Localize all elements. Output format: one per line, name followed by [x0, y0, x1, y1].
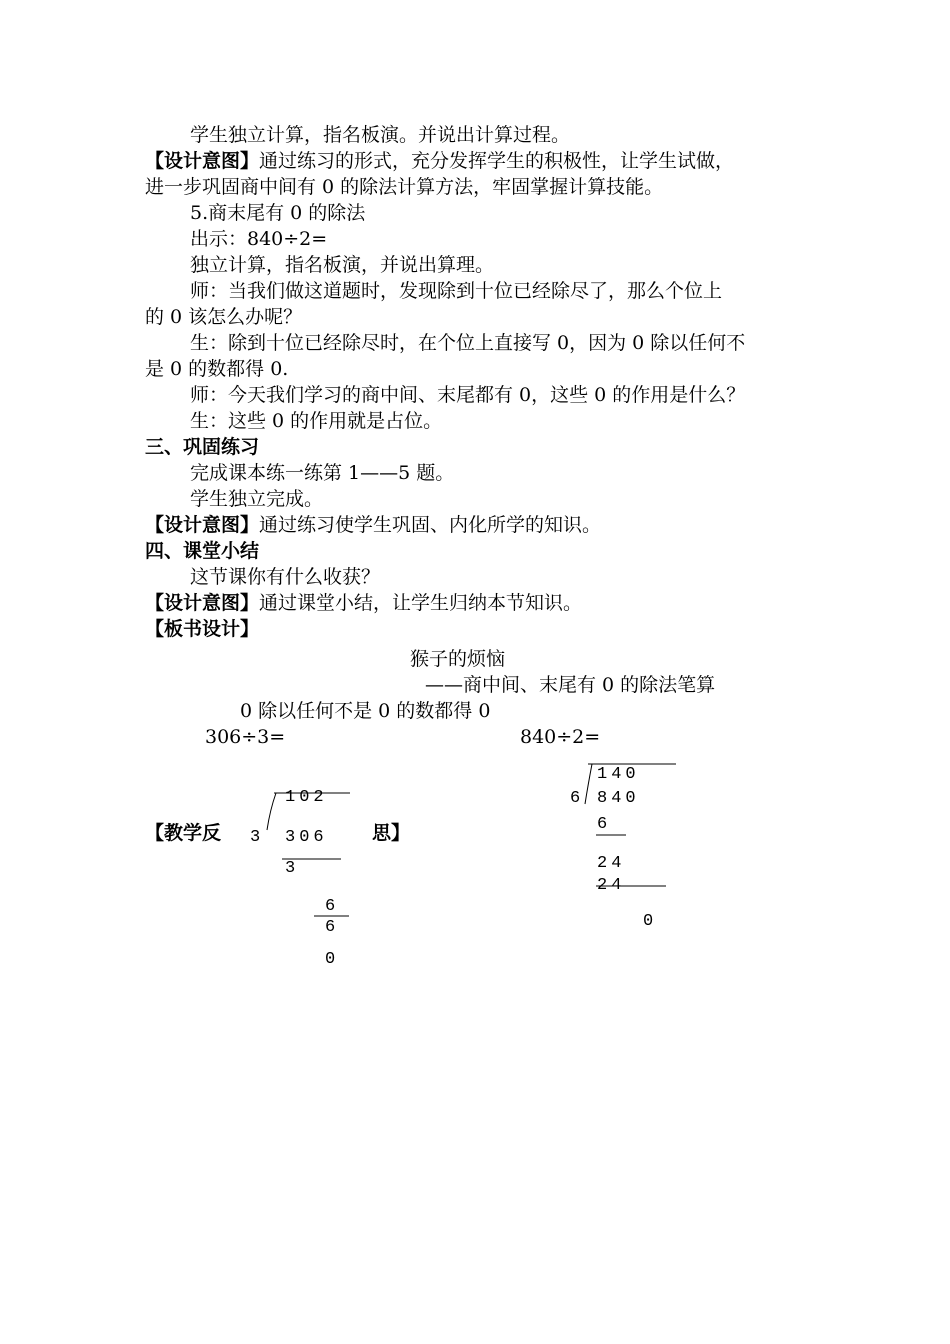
paragraph: 独立计算，指名板演，并说出算理。	[190, 254, 495, 276]
board-title: 猴子的烦恼	[410, 648, 506, 670]
remainder: 0	[325, 950, 340, 969]
dividend: 306	[285, 828, 328, 847]
equation-1: 306÷3=	[205, 726, 286, 748]
quotient: 102	[285, 788, 328, 807]
paragraph: 这节课你有什么收获？	[190, 566, 381, 588]
design-intent-tag: 【设计意图】	[145, 150, 260, 172]
step-product: 24	[597, 876, 626, 895]
step-product: 3	[285, 859, 300, 878]
paragraph: 是 0 的数都得 0.	[145, 358, 289, 380]
design-intent-tag: 【设计意图】	[145, 592, 260, 614]
division-bracket	[267, 793, 276, 830]
paragraph: 进一步巩固商中间有 0 的除法计算方法，牢固掌握计算技能。	[145, 176, 664, 198]
board-design-heading: 【板书设计】	[145, 618, 260, 640]
quotient: 140	[597, 765, 640, 784]
board-subtitle: ——商中间、末尾有 0 的除法笔算	[425, 674, 716, 696]
teaching-reflection-heading-left: 【教学反	[145, 822, 222, 844]
paragraph: 生：除到十位已经除尽时，在个位上直接写 0，因为 0 除以任何不	[190, 332, 746, 354]
design-intent-tag: 【设计意图】	[145, 514, 260, 536]
paragraph: 生：这些 0 的作用就是占位。	[190, 410, 443, 432]
paragraph: 师：当我们做这道题时，发现除到十位已经除尽了，那么个位上	[190, 280, 723, 302]
paragraph: 学生独立计算，指名板演。并说出计算过程。	[190, 124, 571, 146]
step-remainder-bringdown: 24	[597, 854, 626, 873]
paragraph: 出示：840÷2=	[190, 228, 328, 250]
paragraph: 的 0 该怎么办呢？	[145, 306, 303, 328]
step-product: 6	[325, 918, 340, 937]
division-bracket	[585, 764, 592, 804]
paragraph: 完成课本练一练第 1——5 题。	[190, 462, 455, 484]
section-heading-3: 三、巩固练习	[145, 436, 260, 458]
remainder: 0	[643, 912, 658, 931]
step-product: 6	[597, 815, 612, 834]
divisor: 6	[570, 789, 585, 808]
teaching-reflection-heading-right: 思】	[372, 822, 411, 844]
dividend: 840	[597, 789, 640, 808]
design-intent-text: 通过练习使学生巩固、内化所学的知识。	[259, 514, 602, 536]
section-heading-4: 四、课堂小结	[145, 540, 260, 562]
design-intent-text: 通过课堂小结，让学生归纳本节知识。	[259, 592, 583, 614]
board-rule: 0 除以任何不是 0 的数都得 0	[240, 700, 491, 722]
paragraph: 师：今天我们学习的商中间、末尾都有 0，这些 0 的作用是什么？	[190, 384, 746, 406]
paragraph: 学生独立完成。	[190, 488, 324, 510]
divisor: 3	[250, 828, 265, 847]
equation-2: 840÷2=	[520, 726, 601, 748]
step-remainder-bringdown: 6	[325, 897, 340, 916]
design-intent-text: 通过练习的形式，充分发挥学生的积极性，让学生试做，	[259, 150, 735, 172]
section-heading-5: 5.商末尾有 0 的除法	[190, 202, 366, 224]
